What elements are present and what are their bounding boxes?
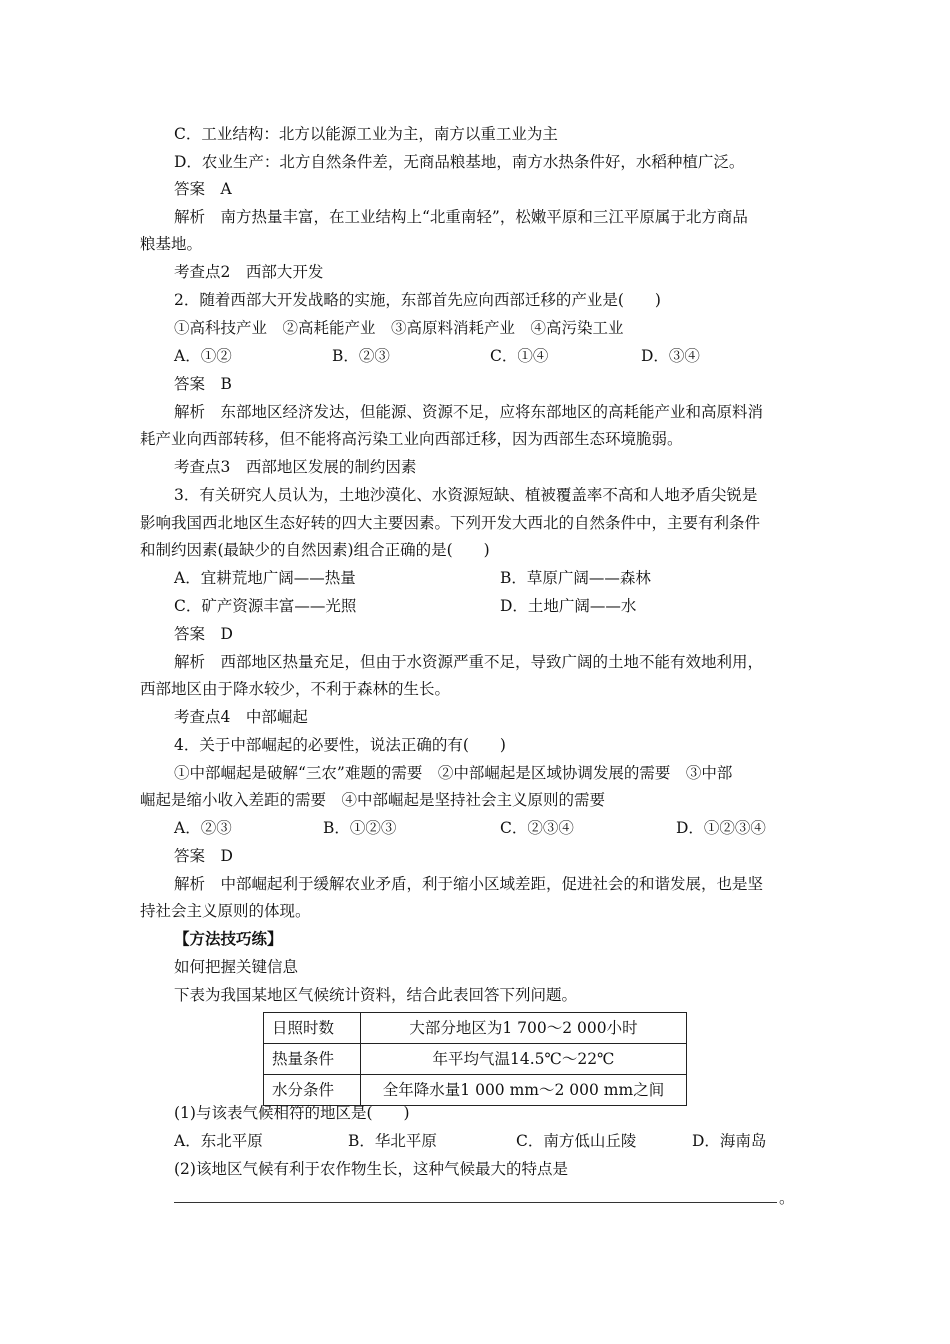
q1-option-d: D．农业生产：北方自然条件差，无商品粮基地，南方水热条件好，水稻种植广泛。: [174, 153, 745, 171]
q2-option-a: A．①②: [174, 347, 232, 365]
method-heading: 【方法技巧练】: [174, 929, 283, 948]
table-cell-value: 年平均气温14.5℃～22℃: [361, 1044, 687, 1075]
climate-table: [263, 1012, 687, 1106]
q2-option-d: D．③④: [641, 347, 700, 365]
q1-analysis-line1: 解析 南方热量丰富，在工业结构上“北重南轻”，松嫩平原和三江平原属于北方商品: [174, 208, 748, 226]
q2-analysis-line1: 解析 东部地区经济发达，但能源、资源不足，应将东部地区的高耗能产业和高原料消: [174, 403, 764, 421]
q3-question-line3: 和制约因素(最缺少的自然因素)组合正确的是( ): [140, 541, 490, 559]
q3-analysis-line2: 西部地区由于降水较少，不利于森林的生长。: [140, 680, 451, 698]
q4-items-line2: 崛起是缩小收入差距的需要 ④中部崛起是坚持社会主义原则的需要: [140, 791, 606, 809]
table-cell-value: 全年降水量1 000 mm～2 000 mm之间: [361, 1075, 687, 1106]
q4-items-line1: ①中部崛起是破解“三农”难题的需要 ②中部崛起是区域协调发展的需要 ③中部: [174, 764, 733, 782]
kp2-heading: 考查点2 西部大开发: [174, 263, 324, 281]
q3-question-line2: 影响我国西北地区生态好转的四大主要因素。下列开发大西北的自然条件中，主要有利条件: [140, 514, 761, 532]
table-row: [264, 1075, 687, 1106]
q3-question-line1: 3．有关研究人员认为，土地沙漠化、水资源短缺、植被覆盖率不高和人地矛盾尖锐是: [174, 486, 758, 504]
method-q1-option-c: C．南方低山丘陵: [516, 1132, 637, 1150]
q4-option-c: C．②③④: [500, 819, 574, 837]
kp3-heading: 考查点3 西部地区发展的制约因素: [174, 458, 417, 476]
method-subheading: 如何把握关键信息: [174, 958, 299, 976]
answer-blank-line: [174, 1202, 777, 1203]
q3-option-d: D．土地广阔——水: [500, 597, 637, 615]
q2-option-c: C．①④: [490, 347, 549, 365]
q4-answer: 答案 D: [174, 847, 233, 865]
table-cell-key: 水分条件: [264, 1075, 361, 1106]
q3-answer: 答案 D: [174, 625, 233, 643]
q2-items: ①高科技产业 ②高耗能产业 ③高原料消耗产业 ④高污染工业: [174, 319, 624, 337]
method-q1-option-b: B．华北平原: [348, 1132, 437, 1150]
q4-option-b: B．①②③: [323, 819, 397, 837]
q1-answer: 答案 A: [174, 180, 232, 198]
table-cell-key: 热量条件: [264, 1044, 361, 1075]
method-q1: (1)与该表气候相符的地区是( ): [174, 1104, 410, 1122]
q2-question: 2．随着西部大开发战略的实施，东部首先应向西部迁移的产业是( ): [174, 291, 661, 309]
method-q1-option-a: A．东北平原: [174, 1132, 263, 1150]
kp4-heading: 考查点4 中部崛起: [174, 708, 308, 726]
answer-period: 。: [779, 1189, 795, 1207]
q3-option-b: B．草原广阔——森林: [500, 569, 651, 587]
q4-option-d: D．①②③④: [676, 819, 766, 837]
method-q2: (2)该地区气候有利于农作物生长，这种气候最大的特点是: [174, 1160, 568, 1178]
q1-analysis-line2: 粮基地。: [140, 235, 203, 253]
table-cell-value: 大部分地区为1 700～2 000小时: [361, 1013, 687, 1044]
method-intro: 下表为我国某地区气候统计资料，结合此表回答下列问题。: [174, 986, 578, 1004]
q1-option-c: C．工业结构：北方以能源工业为主，南方以重工业为主: [174, 125, 558, 143]
q2-option-b: B．②③: [332, 347, 390, 365]
table-cell-key: 日照时数: [264, 1013, 361, 1044]
q3-option-a: A．宜耕荒地广阔——热量: [174, 569, 356, 587]
q2-analysis-line2: 耗产业向西部转移，但不能将高污染工业向西部迁移，因为西部生态环境脆弱。: [140, 430, 683, 448]
q2-answer: 答案 B: [174, 375, 232, 393]
q4-option-a: A．②③: [174, 819, 232, 837]
q3-option-c: C．矿产资源丰富——光照: [174, 597, 357, 615]
table-row: [264, 1013, 687, 1044]
q4-analysis-line1: 解析 中部崛起利于缓解农业矛盾，利于缩小区域差距，促进社会的和谐发展，也是坚: [174, 875, 764, 893]
method-q1-option-d: D．海南岛: [692, 1132, 767, 1150]
q4-analysis-line2: 持社会主义原则的体现。: [140, 902, 311, 920]
table-row: [264, 1044, 687, 1075]
q3-analysis-line1: 解析 西部地区热量充足，但由于水资源严重不足，导致广阔的土地不能有效地利用，: [174, 653, 764, 671]
q4-question: 4．关于中部崛起的必要性，说法正确的有( ): [174, 736, 506, 754]
